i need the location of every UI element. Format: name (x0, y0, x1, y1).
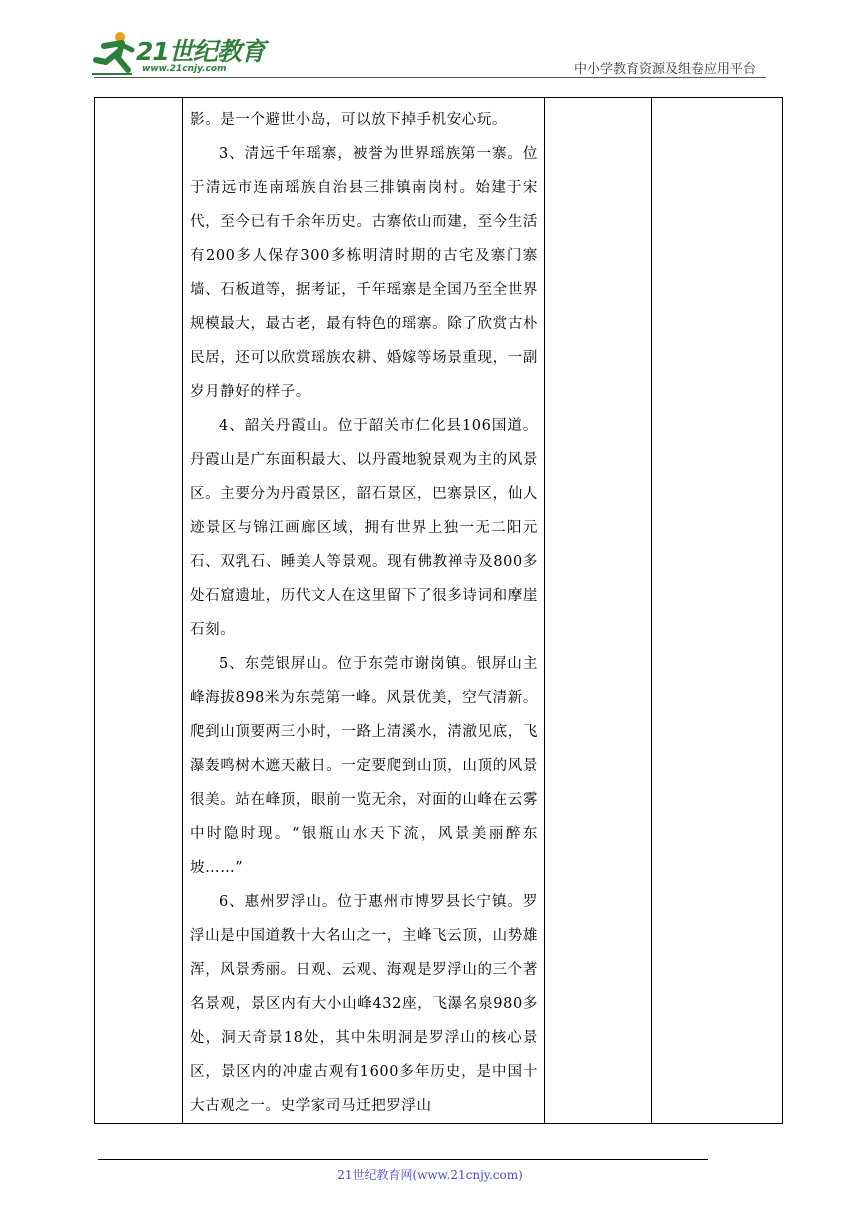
table-cell-content (183, 98, 545, 1124)
table-cell-4 (652, 98, 783, 1124)
table-cell-3 (545, 98, 652, 1124)
header-divider (94, 77, 766, 78)
paragraph-4: 5、东莞银屏山。位于东莞市谢岗镇。银屏山主峰海拔898米为东莞第一峰。风景优美，空气清新。爬到山顶要两三小时，一路上清溪水，清澈见底，飞瀑轰鸣树木遮天蔽日。一定要爬到山顶，山顶的风景很美。站在峰顶，眼前一览无余，对面的山峰在云雾中时隐时现。“银瓶山水天下流，风景美丽醉东坡……” (190, 656, 538, 876)
page-header (0, 0, 860, 80)
footer-text: 21世纪教育网(www.21cnjy.com) (337, 1168, 523, 1182)
table-cell-1 (95, 98, 183, 1124)
logo-url: www.21cnjy.com (142, 64, 227, 74)
table-row (95, 98, 783, 1124)
lesson-table (94, 97, 783, 1124)
footer-divider (98, 1159, 708, 1160)
paragraph-2: 3、清远千年瑶寨，被誉为世界瑶族第一寨。位于清远市连南瑶族自治县三排镇南岗村。始建于宋代，至今已有千余年历史。古寨依山而建，至今生活有200多人保存300多栋明清时期的古宅及寨门寨墙、石板道等，据考证，千年瑶寨是全国乃至全世界规模最大，最古老，最有特色的瑶寨。除了欣赏古朴民居，还可以欣赏瑶族农耕、婚嫁等场景重现，一副岁月静好的样子。 (190, 146, 538, 400)
runner-icon (92, 30, 136, 76)
paragraph-3: 4、韶关丹霞山。位于韶关市仁化县106国道。丹霞山是广东面积最大、以丹霞地貌景观为主的风景区。主要分为丹霞景区，韶石景区，巴寨景区，仙人迹景区与锦江画廊区域，拥有世界上独一无二阳元石、双乳石、睡美人等景观。现有佛教禅寺及800多处石窟遗址，历代文人在这里留下了很多诗词和摩崖石刻。 (190, 418, 538, 638)
logo-text: 21世纪教育 (136, 37, 265, 66)
platform-name: 中小学教育资源及组卷应用平台 (573, 62, 756, 77)
paragraph-1: 影。是一个避世小岛，可以放下掉手机安心玩。 (190, 112, 508, 128)
site-logo (92, 30, 265, 80)
paragraph-5: 6、惠州罗浮山。位于惠州市博罗县长宁镇。罗浮山是中国道教十大名山之一，主峰飞云顶，山势雄浑，风景秀丽。日观、云观、海观是罗浮山的三个著名景观，景区内有大小山峰432座，飞瀑名泉980多处，洞天奇景18处，其中朱明洞是罗浮山的核心景区，景区内的冲虚古观有1600多年历史，是中国十大古观之一。史学家司马迁把罗浮山 (190, 894, 538, 1114)
